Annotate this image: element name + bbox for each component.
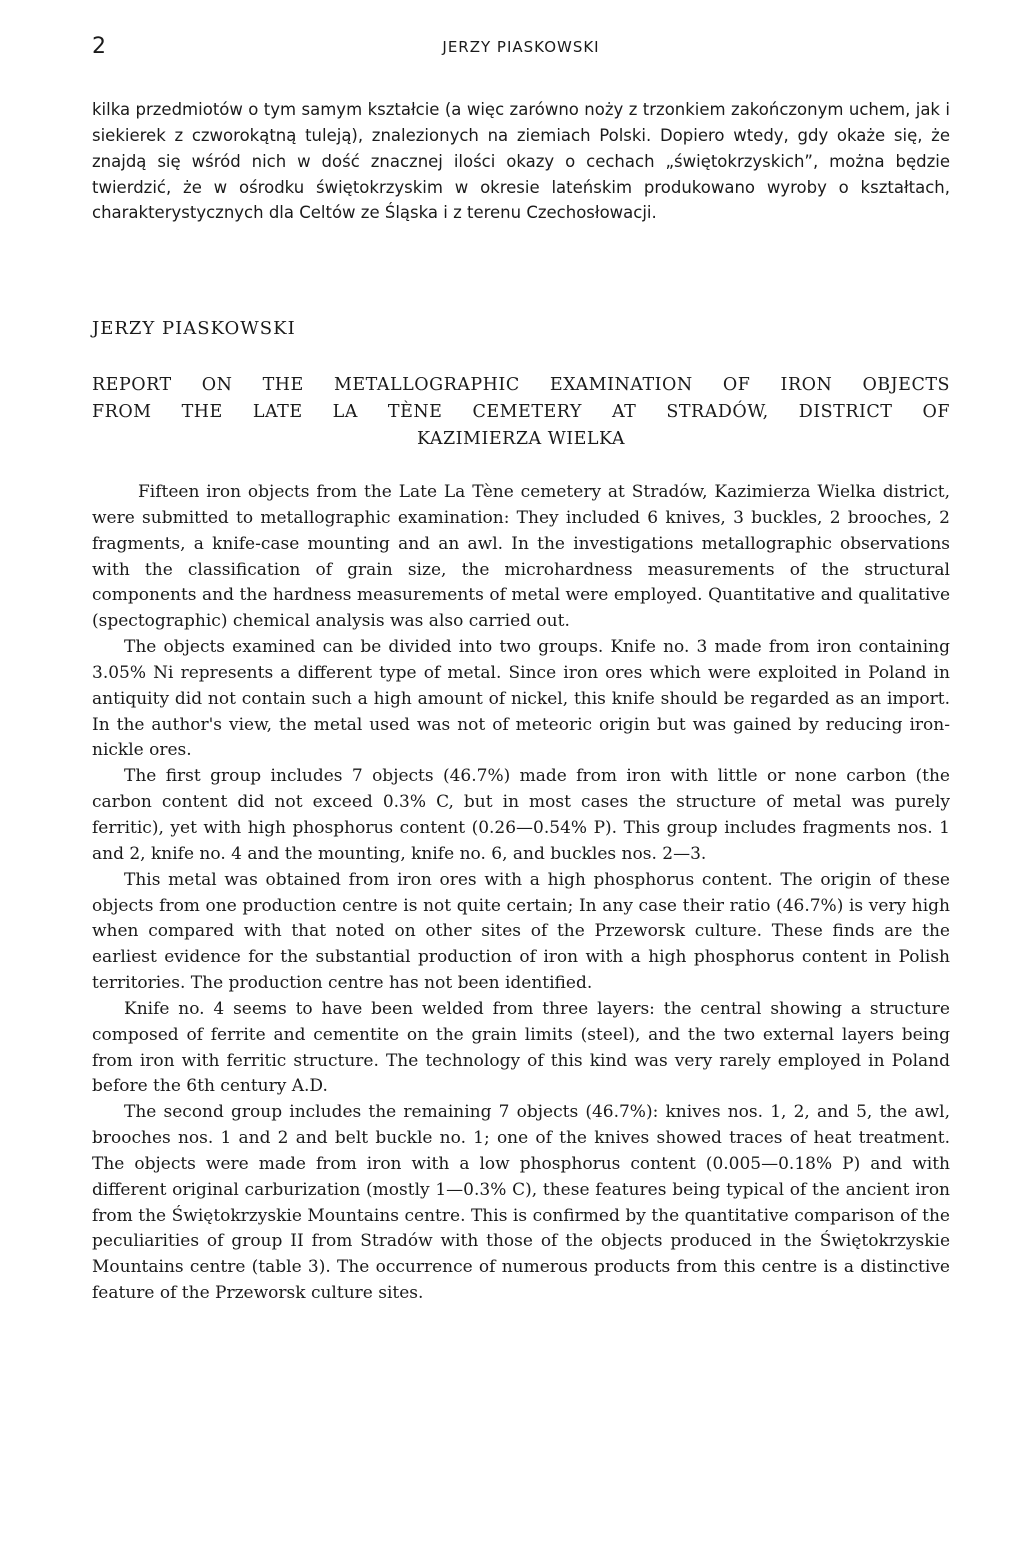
body-paragraph: Fifteen iron objects from the Late La Tène cemetery at Stradów, Kazimierza Wielka district, were submitted to metallographic examination: They included 6 knives, 3 buckles, 2 brooches, 2 fragments, a knife-case mounting and an awl. In the investigations metallographic observations with the classification of grain size, the microhardness measurements of the structural components and the hardness measurements of metal were employed. Quantitative and qualitative (spectographic) chemical analysis was also carried out. — [92, 482, 950, 632]
article-author: JERZY PIASKOWSKI — [92, 318, 296, 339]
title-line: KAZIMIERZA WIELKA — [416, 429, 625, 449]
article-title — [92, 372, 950, 453]
body-paragraph: The second group includes the remaining 7 objects (46.7%): knives nos. 1, 2, and 5, the awl, brooches nos. 1 and 2 and belt buckle no. 1; one of the knives showed traces of heat treatment. The objects were made from iron with a low phosphorus content (0.005—0.18% P) and with different original carburization (mostly 1—0.3% C), these features being typical of the ancient iron from the Świętokrzyskie Mountains centre. This is confirmed by the quantitative comparison of the peculiarities of group II from Stradów with those of the objects produced in the Świętokrzyskie Mountains centre (table 3). The occurrence of numerous products from this centre is a distinctive feature of the Przeworsk culture sites. — [92, 1102, 950, 1304]
page-number: 2 — [92, 34, 106, 59]
running-head: JERZY PIASKOWSKI — [442, 38, 600, 56]
body-paragraph: The first group includes 7 objects (46.7%) made from iron with little or none carbon (the carbon content did not exceed 0.3% C, but in most cases the structure of metal was purely ferritic), yet with high phosphorus content (0.26—0.54% P). This group includes fragments nos. 1 and 2, knife no. 4 and the mounting, knife no. 6, and buckles nos. 2—3. — [92, 766, 950, 864]
page-header — [92, 34, 950, 64]
polish-paragraph: kilka przedmiotów o tym samym kształcie (a więc zarówno noży z trzonkiem zakończonym uchem, jak i siekierek z czworokątną tuleją), znalezionych na ziemiach Polski. Dopiero wtedy, gdy okaże się, że znajdą się wśród nich w dość znacznej ilości okazy o cechach „świętokrzyskich”, można będzie twierdzić, że w ośrodku świętokrzyskim w okresie lateńskim produkowano wyroby o kształtach, charakterystycznych dla Celtów ze Śląska i z terenu Czechosłowacji. — [92, 100, 950, 223]
title-line: FROM THE LATE LA TÈNE CEMETERY AT STRADÓW, DISTRICT OF — [92, 402, 950, 422]
body-paragraph: This metal was obtained from iron ores with a high phosphorus content. The origin of these objects from one production centre is not quite certain; In any case their ratio (46.7%) is very high when compared with that noted on other sites of the Przeworsk culture. These finds are the earliest evidence for the substantial production of iron with a high phosphorus content in Polish territories. The production centre has not been identified. — [92, 869, 950, 994]
body-paragraph: Knife no. 4 seems to have been welded from three layers: the central showing a structure composed of ferrite and cementite on the grain limits (steel), and the two external layers being from iron with ferritic structure. The technology of this kind was very rarely employed in Poland before the 6th century A.D. — [92, 998, 950, 1097]
title-line: REPORT ON THE METALLOGRAPHIC EXAMINATION OF IRON OBJECTS — [92, 375, 950, 395]
article-body — [92, 480, 950, 1307]
body-paragraph: The objects examined can be divided into two groups. Knife no. 3 made from iron containing 3.05% Ni represents a different type of metal. Since iron ores which were exploited in Poland in antiquity did not contain such a high amount of nickel, this knife should be regarded as an import. In the author's view, the metal used was not of meteoric origin but was gained by reducing iron-nickle ores. — [92, 637, 950, 761]
